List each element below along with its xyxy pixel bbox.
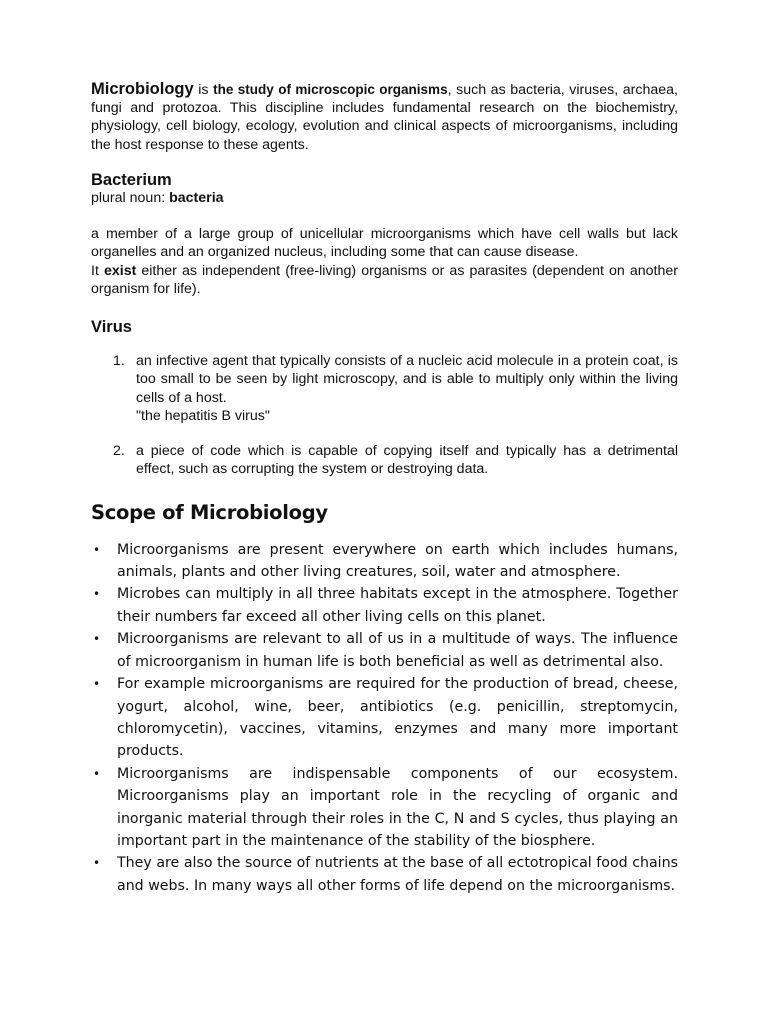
bacterium-exist bbox=[91, 262, 678, 298]
virus-item bbox=[91, 352, 678, 425]
scope-item bbox=[91, 673, 678, 763]
virus-item-number: 1. bbox=[113, 353, 125, 370]
virus-item bbox=[91, 442, 678, 478]
exist-prefix: It bbox=[91, 262, 99, 279]
scope-heading: Scope of Microbiology bbox=[91, 501, 328, 525]
virus-definitions bbox=[91, 352, 678, 478]
intro-paragraph bbox=[91, 80, 678, 154]
bullet-icon: • bbox=[93, 856, 101, 871]
scope-list bbox=[91, 539, 678, 898]
scope-item bbox=[91, 539, 678, 584]
virus-item-text: an infective agent that typically consists of a nucleic acid molecule in a protein coat, is too small to be seen by light microscopy, and is able to multiply only within the living cells of a host. bbox=[136, 353, 678, 406]
scope-item-text: They are also the source of nutrients at the base of all ectotropical food chains and webs. In many ways all other forms of life depend on the microorganisms. bbox=[117, 855, 678, 894]
bullet-icon: • bbox=[93, 542, 101, 557]
bullet-icon: • bbox=[93, 587, 101, 602]
exist-bold: exist bbox=[103, 262, 137, 279]
scope-item bbox=[91, 583, 678, 628]
scope-item-text: For example microorganisms are required for the production of bread, cheese, yogurt, alcohol, wine, beer, antibiotics (e.g. penicillin, streptomycin, chloromycetin), vaccines, vitamins, enzymes and many more important products. bbox=[117, 676, 678, 760]
scope-item-text: Microorganisms are relevant to all of us in a multitude of ways. The influence of microorganism in human life is both beneficial as well as detrimental also. bbox=[117, 631, 678, 670]
intro-term: Microbiology bbox=[91, 80, 194, 98]
intro-definition: the study of microscopic organisms bbox=[213, 82, 448, 97]
virus-item-text: a piece of code which is capable of copying itself and typically has a detrimental effect, such as corrupting the system or destroying data. bbox=[136, 443, 678, 478]
scope-item-text: Microorganisms are indispensable components of our ecosystem. Microorganisms play an important role in the recycling of organic and inorganic material through their roles in the C, N and S cycles, thus playing an important part in the maintenance of the stability of the biosphere. bbox=[117, 765, 678, 849]
scope-item-text: Microbes can multiply in all three habitats except in the atmosphere. Together their numbers far exceed all other living cells on this planet. bbox=[117, 586, 678, 625]
scope-item bbox=[91, 628, 678, 673]
scope-item bbox=[91, 852, 678, 897]
virus-heading: Virus bbox=[91, 318, 132, 337]
plural-label: plural noun: bbox=[91, 190, 166, 207]
bullet-icon: • bbox=[93, 632, 101, 647]
bacterium-plural bbox=[91, 189, 678, 207]
scope-item-text: Microorganisms are present everywhere on earth which includes humans, animals, plants and other living creatures, soil, water and atmosphere. bbox=[117, 541, 678, 581]
bacterium-heading: Bacterium bbox=[91, 170, 172, 189]
bacterium-definition: a member of a large group of unicellular microorganisms which have cell walls but lack organelles and an organized nucleus, including some that can cause disease. bbox=[91, 226, 678, 261]
scope-item bbox=[91, 763, 678, 853]
exist-rest: either as independent (free-living) organisms or as parasites (dependent on another organism for life). bbox=[91, 262, 678, 297]
plural-value: bacteria bbox=[169, 190, 224, 207]
bullet-icon: • bbox=[93, 677, 101, 692]
virus-item-number: 2. bbox=[113, 443, 125, 460]
document-page bbox=[91, 80, 678, 897]
bullet-icon: • bbox=[93, 766, 101, 781]
intro-is: is bbox=[198, 82, 209, 98]
intro-rest: , such as bacteria, viruses, archaea, fungi and protozoa. This discipline includes fundamental research on the biochemistry, physiology, cell biology, ecology, evolution and clinical aspects of microorganisms, including the host response to these agents. bbox=[91, 82, 678, 153]
virus-item-example: "the hepatitis B virus" bbox=[136, 407, 270, 424]
